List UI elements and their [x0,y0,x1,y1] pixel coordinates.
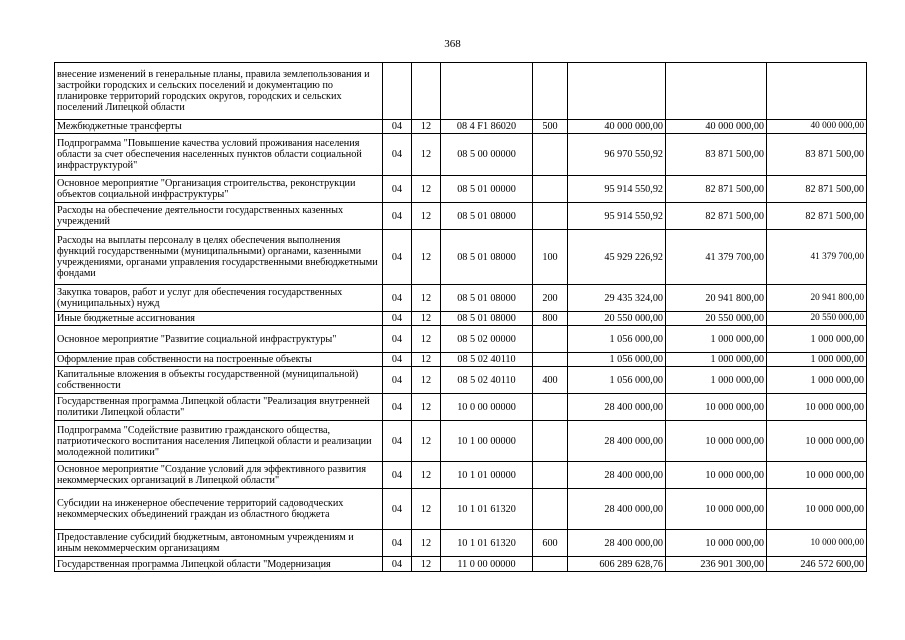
row-type-cell [533,353,568,367]
row-amount-3-cell: 82 871 500,00 [767,203,867,230]
row-type-cell [533,421,568,462]
row-amount-3-cell: 1 000 000,00 [767,326,867,353]
budget-table [54,62,867,572]
row-amount-3-cell: 10 000 000,00 [767,394,867,421]
row-section-cell: 12 [412,203,441,230]
row-name-cell: Основное мероприятие "Создание условий для эффективного развития некоммерческих организаций в Липецкой области" [55,462,383,489]
row-amount-3-cell: 1 000 000,00 [767,367,867,394]
row-amount-2-cell: 82 871 500,00 [666,203,767,230]
row-code-cell: 08 5 01 08000 [441,230,533,285]
row-gr-cell: 04 [383,421,412,462]
row-amount-2-cell: 83 871 500,00 [666,134,767,176]
row-type-cell [533,462,568,489]
row-section-cell [412,63,441,120]
row-amount-1-cell: 1 056 000,00 [568,367,666,394]
row-code-cell [441,63,533,120]
row-amount-3-cell: 10 000 000,00 [767,530,867,557]
row-type-cell [533,326,568,353]
row-amount-1-cell: 606 289 628,76 [568,557,666,572]
row-gr-cell: 04 [383,353,412,367]
row-section-cell: 12 [412,285,441,312]
row-amount-1-cell: 1 056 000,00 [568,353,666,367]
row-amount-2-cell: 20 941 800,00 [666,285,767,312]
row-amount-3-cell: 1 000 000,00 [767,353,867,367]
row-gr-cell: 04 [383,230,412,285]
row-code-cell: 10 1 01 61320 [441,489,533,530]
row-amount-2-cell: 1 000 000,00 [666,367,767,394]
row-gr-cell: 04 [383,285,412,312]
row-amount-3-cell [767,63,867,120]
row-amount-1-cell: 45 929 226,92 [568,230,666,285]
table-row [55,63,867,120]
row-amount-1-cell: 95 914 550,92 [568,176,666,203]
row-amount-1-cell: 96 970 550,92 [568,134,666,176]
row-name-cell: Капитальные вложения в объекты государственной (муниципальной) собственности [55,367,383,394]
row-gr-cell: 04 [383,120,412,134]
row-name-cell: Расходы на обеспечение деятельности государственных казенных учреждений [55,203,383,230]
row-amount-2-cell: 236 901 300,00 [666,557,767,572]
row-type-cell [533,203,568,230]
row-name-cell: Межбюджетные трансферты [55,120,383,134]
table-row [55,326,867,353]
row-name-cell: Основное мероприятие "Развитие социальной инфраструктуры" [55,326,383,353]
table-row [55,230,867,285]
row-amount-1-cell: 95 914 550,92 [568,203,666,230]
row-amount-3-cell: 10 000 000,00 [767,489,867,530]
row-section-cell: 12 [412,489,441,530]
row-amount-3-cell: 10 000 000,00 [767,462,867,489]
row-amount-3-cell: 40 000 000,00 [767,120,867,134]
row-amount-2-cell: 10 000 000,00 [666,462,767,489]
row-section-cell: 12 [412,176,441,203]
row-name-cell: Подпрограмма "Содействие развитию гражданского общества, патриотического воспитания населения Липецкой области и реализации молодежной политики" [55,421,383,462]
row-section-cell: 12 [412,394,441,421]
row-code-cell: 08 5 02 00000 [441,326,533,353]
row-code-cell: 08 4 F1 86020 [441,120,533,134]
row-type-cell: 500 [533,120,568,134]
row-section-cell: 12 [412,312,441,326]
row-code-cell: 10 0 00 00000 [441,394,533,421]
row-amount-3-cell: 246 572 600,00 [767,557,867,572]
row-gr-cell: 04 [383,557,412,572]
row-name-cell: Закупка товаров, работ и услуг для обеспечения государственных (муниципальных) нужд [55,285,383,312]
row-amount-3-cell: 41 379 700,00 [767,230,867,285]
table-row [55,120,867,134]
row-amount-3-cell: 83 871 500,00 [767,134,867,176]
table-row [55,421,867,462]
row-gr-cell: 04 [383,367,412,394]
row-amount-2-cell: 10 000 000,00 [666,421,767,462]
table-row [55,203,867,230]
table-row [55,312,867,326]
row-gr-cell: 04 [383,462,412,489]
row-amount-3-cell: 10 000 000,00 [767,421,867,462]
row-amount-1-cell: 28 400 000,00 [568,421,666,462]
row-type-cell [533,489,568,530]
row-amount-1-cell [568,63,666,120]
row-code-cell: 10 1 00 00000 [441,421,533,462]
table-row [55,394,867,421]
row-code-cell: 11 0 00 00000 [441,557,533,572]
row-type-cell: 600 [533,530,568,557]
row-section-cell: 12 [412,462,441,489]
row-section-cell: 12 [412,557,441,572]
row-name-cell: Основное мероприятие "Организация строительства, реконструкции объектов социальной инфраструктуры" [55,176,383,203]
row-amount-2-cell: 10 000 000,00 [666,489,767,530]
row-section-cell: 12 [412,120,441,134]
row-type-cell: 200 [533,285,568,312]
table-row [55,557,867,572]
row-amount-3-cell: 20 550 000,00 [767,312,867,326]
row-amount-1-cell: 28 400 000,00 [568,462,666,489]
row-amount-3-cell: 82 871 500,00 [767,176,867,203]
row-code-cell: 08 5 02 40110 [441,353,533,367]
row-code-cell: 08 5 01 08000 [441,285,533,312]
row-type-cell [533,176,568,203]
row-amount-2-cell: 1 000 000,00 [666,326,767,353]
row-amount-3-cell: 20 941 800,00 [767,285,867,312]
table-body [55,63,867,572]
table-row [55,462,867,489]
row-gr-cell: 04 [383,134,412,176]
row-amount-1-cell: 28 400 000,00 [568,489,666,530]
row-amount-1-cell: 28 400 000,00 [568,394,666,421]
row-gr-cell: 04 [383,203,412,230]
row-section-cell: 12 [412,353,441,367]
row-section-cell: 12 [412,530,441,557]
row-amount-2-cell: 1 000 000,00 [666,353,767,367]
row-amount-1-cell: 28 400 000,00 [568,530,666,557]
table-row [55,134,867,176]
table-row [55,285,867,312]
row-name-cell: Государственная программа Липецкой области "Модернизация [55,557,383,572]
row-section-cell: 12 [412,367,441,394]
row-code-cell: 08 5 01 00000 [441,176,533,203]
row-amount-2-cell: 41 379 700,00 [666,230,767,285]
row-name-cell: Иные бюджетные ассигнования [55,312,383,326]
row-name-cell: Подпрограмма "Повышение качества условий проживания населения области за счет обеспечения населенных пунктов области социальной инфраструктурой" [55,134,383,176]
row-code-cell: 08 5 00 00000 [441,134,533,176]
row-amount-1-cell: 29 435 324,00 [568,285,666,312]
row-name-cell: внесение изменений в генеральные планы, правила землепользования и застройки городских и сельских поселений и документацию по планировке территорий городских округов, городских и сельских поселений Липецкой области [55,63,383,120]
row-gr-cell [383,63,412,120]
row-amount-2-cell: 10 000 000,00 [666,394,767,421]
row-gr-cell: 04 [383,312,412,326]
table-row [55,353,867,367]
table-row [55,489,867,530]
row-type-cell: 400 [533,367,568,394]
row-gr-cell: 04 [383,394,412,421]
row-amount-1-cell: 20 550 000,00 [568,312,666,326]
row-section-cell: 12 [412,326,441,353]
row-code-cell: 08 5 01 08000 [441,312,533,326]
row-type-cell [533,63,568,120]
row-type-cell [533,134,568,176]
row-name-cell: Государственная программа Липецкой области "Реализация внутренней политики Липецкой области" [55,394,383,421]
row-amount-1-cell: 40 000 000,00 [568,120,666,134]
row-amount-1-cell: 1 056 000,00 [568,326,666,353]
page-number: 368 [444,38,461,50]
row-gr-cell: 04 [383,176,412,203]
row-code-cell: 08 5 01 08000 [441,203,533,230]
row-gr-cell: 04 [383,489,412,530]
row-type-cell: 100 [533,230,568,285]
table-row [55,367,867,394]
row-code-cell: 08 5 02 40110 [441,367,533,394]
table-row [55,176,867,203]
table-row [55,530,867,557]
row-section-cell: 12 [412,230,441,285]
row-type-cell [533,394,568,421]
row-gr-cell: 04 [383,326,412,353]
row-name-cell: Предоставление субсидий бюджетным, автономным учреждениям и иным некоммерческим организациям [55,530,383,557]
row-type-cell: 800 [533,312,568,326]
row-amount-2-cell: 10 000 000,00 [666,530,767,557]
row-amount-2-cell [666,63,767,120]
row-name-cell: Субсидии на инженерное обеспечение территорий садоводческих некоммерческих объединений граждан из областного бюджета [55,489,383,530]
row-code-cell: 10 1 01 61320 [441,530,533,557]
row-amount-2-cell: 82 871 500,00 [666,176,767,203]
row-name-cell: Оформление прав собственности на построенные объекты [55,353,383,367]
row-gr-cell: 04 [383,530,412,557]
row-amount-2-cell: 40 000 000,00 [666,120,767,134]
row-name-cell: Расходы на выплаты персоналу в целях обеспечения выполнения функций государственными (муниципальными) органами, казенными учреждениями, органами управления государственными внебюджетными фондами [55,230,383,285]
row-code-cell: 10 1 01 00000 [441,462,533,489]
row-type-cell [533,557,568,572]
row-section-cell: 12 [412,421,441,462]
row-section-cell: 12 [412,134,441,176]
row-amount-2-cell: 20 550 000,00 [666,312,767,326]
